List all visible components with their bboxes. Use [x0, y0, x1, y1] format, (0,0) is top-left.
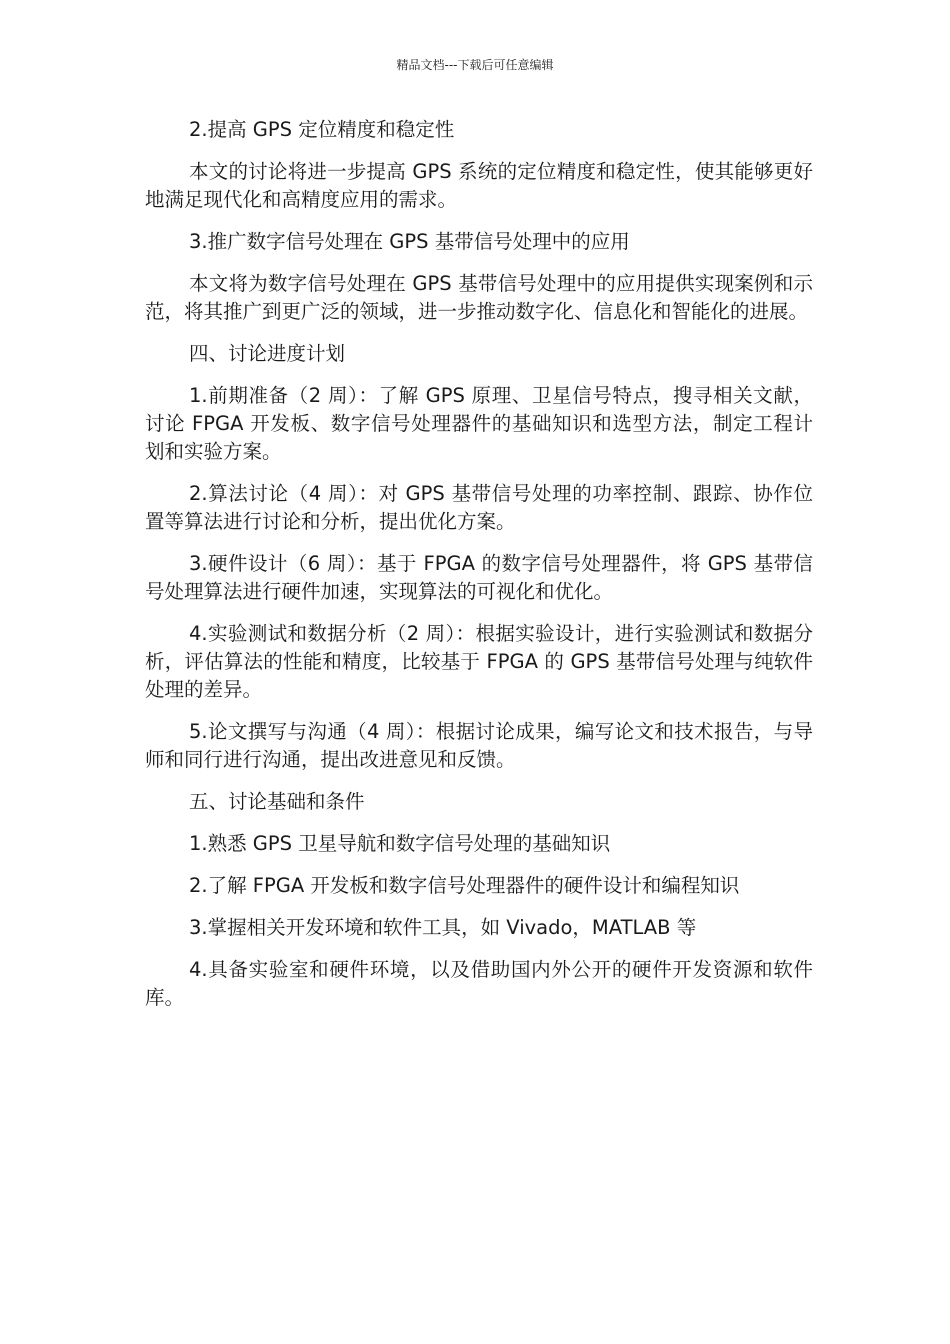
condition-item-fpga-knowledge: 2.了解 FPGA 开发板和数字信号处理器件的硬件设计和编程知识	[189, 874, 740, 897]
condition-item-tools: 3.掌握相关开发环境和软件工具，如 Vivado，MATLAB 等	[189, 916, 697, 939]
schedule-item-writing: 5.论文撰写与沟通（4 周）：根据讨论成果，编写论文和技术报告，与导师和同行进行沟通，提出改进意见和反馈。	[145, 720, 813, 771]
schedule-item-algorithm: 2.算法讨论（4 周）：对 GPS 基带信号处理的功率控制、跟踪、协作位置等算法进行讨论和分析，提出优化方案。	[145, 482, 813, 533]
section-heading-conditions: 五、讨论基础和条件	[189, 790, 365, 813]
heading-improve-gps-accuracy: 2.提高 GPS 定位精度和稳定性	[189, 118, 455, 141]
paragraph-dsp-application: 本文将为数字信号处理在 GPS 基带信号处理中的应用提供实现案例和示范，将其推广到更广泛的领域，进一步推动数字化、信息化和智能化的进展。	[145, 272, 813, 323]
condition-item-lab: 4.具备实验室和硬件环境，以及借助国内外公开的硬件开发资源和软件库。	[145, 958, 813, 1009]
page-header: 精品文档---下载后可任意编辑	[396, 58, 554, 72]
heading-promote-dsp-application: 3.推广数字信号处理在 GPS 基带信号处理中的应用	[189, 230, 630, 253]
schedule-item-testing: 4.实验测试和数据分析（2 周）：根据实验设计，进行实验测试和数据分析，评估算法的性能和精度，比较基于 FPGA 的 GPS 基带信号处理与纯软件处理的差异。	[145, 622, 813, 701]
schedule-item-hardware: 3.硬件设计（6 周）：基于 FPGA 的数字信号处理器件，将 GPS 基带信号处理算法进行硬件加速，实现算法的可视化和优化。	[145, 552, 813, 603]
document-body	[145, 116, 813, 1026]
schedule-item-preparation: 1.前期准备（2 周）：了解 GPS 原理、卫星信号特点，搜寻相关文献，讨论 FPGA 开发板、数字信号处理器件的基础知识和选型方法，制定工程计划和实验方案。	[145, 384, 813, 463]
condition-item-gps-knowledge: 1.熟悉 GPS 卫星导航和数字信号处理的基础知识	[189, 832, 611, 855]
paragraph-accuracy-description: 本文的讨论将进一步提高 GPS 系统的定位精度和稳定性，使其能够更好地满足现代化和高精度应用的需求。	[145, 160, 813, 211]
section-heading-schedule: 四、讨论进度计划	[189, 342, 346, 365]
